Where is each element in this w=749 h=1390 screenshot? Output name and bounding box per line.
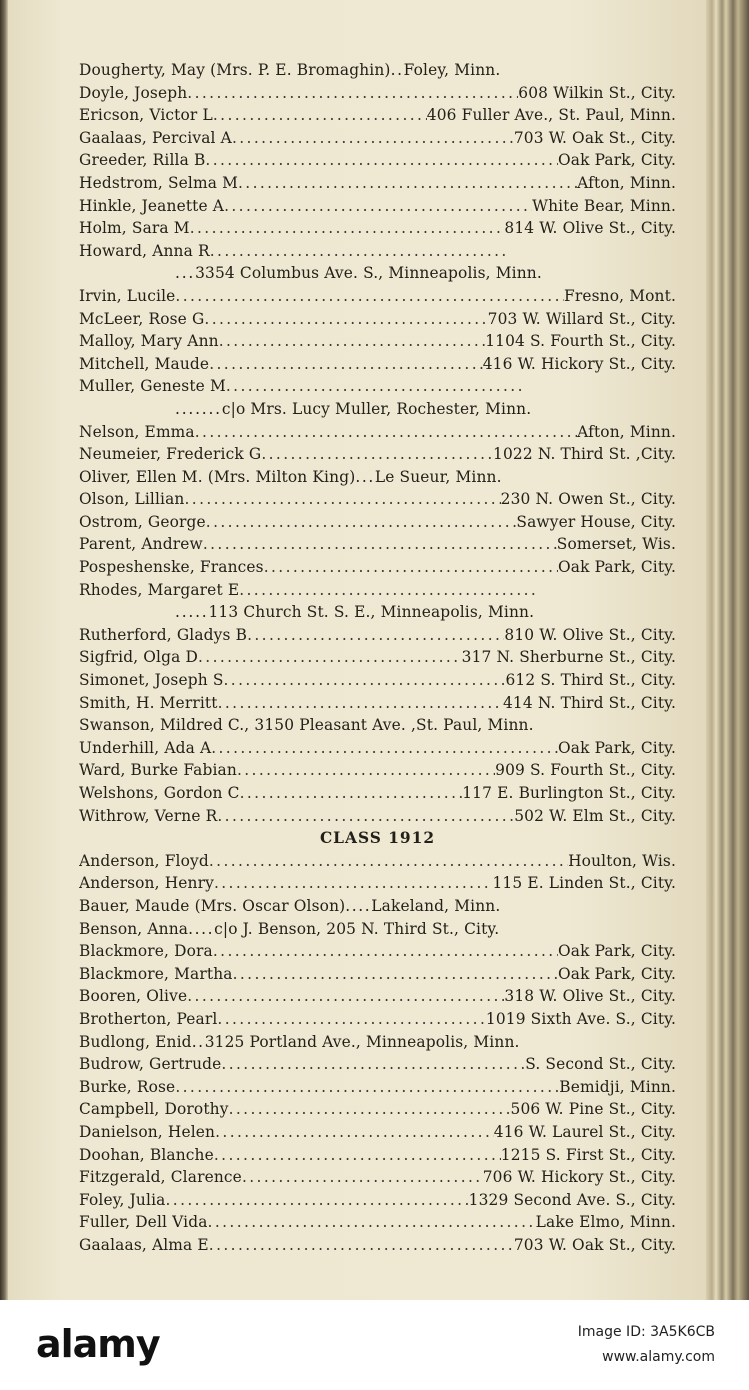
entry-name: Rutherford, Gladys B [79, 625, 248, 644]
directory-entry [79, 82, 676, 105]
directory-entry [79, 149, 676, 172]
entry-name: Pospeshenske, Frances [79, 558, 264, 577]
entry-name: Muller, Geneste M [79, 377, 226, 396]
directory-entry [79, 601, 676, 624]
entry-address: Lake Elmo, Minn. [535, 1213, 676, 1232]
leader-dots [217, 805, 514, 828]
entry-name: Anderson, Henry [79, 874, 214, 893]
leader-dots [224, 195, 532, 218]
leader-dots [261, 443, 493, 466]
directory-entry [79, 330, 676, 353]
directory-entry [79, 895, 676, 918]
leader-dots: ... [175, 264, 196, 283]
entry-address: 612 S. Third St., City. [505, 671, 676, 690]
entry-address: Oak Park, City. [558, 964, 676, 983]
entry-name: Oliver, Ellen M. (Mrs. Milton King) [79, 467, 356, 486]
entry-name: Blackmore, Martha [79, 964, 233, 983]
leader-dots [214, 1144, 501, 1167]
entry-name: Olson, Lillian [79, 490, 185, 509]
entry-name: Ostrom, George [79, 512, 206, 531]
entry-name: Doyle, Joseph [79, 83, 188, 102]
directory-entry [79, 353, 676, 376]
entry-name: Budlong, Enid [79, 1032, 192, 1051]
entry-name: Malloy, Mary Ann [79, 332, 219, 351]
directory-entry [79, 737, 676, 760]
leader-dots [214, 872, 493, 895]
entry-address: Houlton, Wis. [568, 851, 676, 870]
leader-dots [187, 985, 504, 1008]
leader-dots [175, 285, 564, 308]
book-page [8, 0, 706, 1300]
book-binding [706, 0, 749, 1300]
directory-entry [79, 1144, 676, 1167]
leader-dots: .. [390, 61, 404, 79]
entry-address: 416 W. Hickory St., City. [482, 354, 676, 373]
entry-name: Benson, Anna [79, 919, 189, 938]
directory-entry [79, 646, 676, 669]
leader-dots [185, 488, 501, 511]
class-1911-entries [79, 59, 676, 827]
entry-name: Nelson, Emma [79, 422, 195, 441]
leader-dots: ....... [175, 399, 222, 418]
leader-dots [190, 217, 505, 240]
entry-name: Bauer, Maude (Mrs. Oscar Olson) [79, 896, 346, 915]
directory-entry [79, 375, 676, 398]
entry-address: Sawyer House, City. [516, 512, 676, 531]
leader-dots [175, 1076, 559, 1099]
entry-name: Dougherty, May (Mrs. P. E. Bromaghin) [79, 61, 391, 79]
entry-name: Greeder, Rilla B [79, 151, 206, 170]
directory-entry [79, 308, 676, 331]
entry-name: Danielson, Helen [79, 1122, 216, 1141]
entry-address: 1104 S. Fourth St., City. [485, 332, 676, 351]
entry-address: 909 S. Fourth St., City. [495, 761, 676, 780]
leader-dots [211, 737, 558, 760]
entry-address: 414 N. Third St., City. [502, 693, 676, 712]
directory-entry [79, 127, 676, 150]
directory-entry [79, 217, 676, 240]
entry-address: Bemidji, Minn. [559, 1077, 676, 1096]
leader-dots [239, 579, 539, 602]
entry-address: 1022 N. Third St. ,City. [493, 445, 676, 464]
entry-name: Simonet, Joseph S [79, 671, 224, 690]
entry-address: 703 W. Willard St., City. [487, 309, 676, 328]
entry-address: 1215 S. First St., City. [500, 1145, 676, 1164]
directory-entry [79, 714, 676, 737]
leader-dots [195, 421, 577, 444]
directory-entry [79, 782, 676, 805]
directory-entry [79, 398, 676, 421]
entry-name: Budrow, Gertrude [79, 1055, 222, 1074]
entry-name: Smith, H. Merritt [79, 693, 218, 712]
leader-dots: .. [191, 1032, 205, 1051]
entry-address: c|o J. Benson, 205 N. Third St., City. [214, 919, 500, 938]
directory-entry [79, 1008, 676, 1031]
entry-address: Afton, Minn. [577, 422, 676, 441]
entry-address: Le Sueur, Minn. [374, 467, 502, 486]
entry-address: 3354 Columbus Ave. S., Minneapolis, Minn. [195, 264, 542, 283]
entry-name: Underhill, Ada A [79, 738, 212, 757]
leader-dots [229, 1098, 511, 1121]
leader-dots [187, 82, 518, 105]
leader-dots [218, 692, 503, 715]
entry-address: 1019 Sixth Ave. S., City. [485, 1009, 676, 1028]
directory-entry [79, 59, 676, 82]
directory-entry [79, 1031, 676, 1054]
leader-dots [237, 759, 495, 782]
leader-dots [204, 308, 487, 331]
entry-name: Burke, Rose [79, 1077, 176, 1096]
directory-entry [79, 195, 676, 218]
entry-address: 608 Wilkin St., City. [518, 83, 676, 102]
entry-address: 406 Fuller Ave., St. Paul, Minn. [426, 106, 676, 125]
directory-entry [79, 421, 676, 444]
leader-dots [221, 1053, 525, 1076]
leader-dots: ..... [175, 603, 209, 622]
watermark-url: www.alamy.com [602, 1349, 715, 1365]
leader-dots [209, 1234, 514, 1257]
leader-dots [242, 1166, 483, 1189]
entry-address: S. Second St., City. [525, 1055, 676, 1074]
entry-address: Oak Park, City. [558, 738, 676, 757]
leader-dots [215, 1121, 494, 1144]
entry-address: c|o Mrs. Lucy Muller, Rochester, Minn. [221, 399, 532, 418]
leader-dots [247, 624, 504, 647]
entry-name: Parent, Andrew [79, 535, 203, 554]
leader-dots [217, 1008, 485, 1031]
entry-name: Anderson, Floyd [79, 851, 209, 870]
directory-entry [79, 1166, 676, 1189]
leader-dots [209, 353, 483, 376]
directory-entry [79, 805, 676, 828]
entry-name: Doohan, Blanche [79, 1145, 214, 1164]
entry-address: 117 E. Burlington St., City. [462, 784, 676, 802]
directory-entry [79, 692, 676, 715]
entry-address: 703 W. Oak St., City. [513, 128, 676, 147]
entry-name: Gaalaas, Alma E [79, 1235, 209, 1254]
leader-dots [233, 963, 558, 986]
entry-name: Swanson, Mildred C., 3150 Pleasant Ave. ,St. Paul, Minn. [79, 716, 534, 735]
leader-dots [213, 104, 427, 127]
class-heading: CLASS 1912 [319, 829, 436, 848]
directory-entry [79, 579, 676, 602]
directory-entry [79, 533, 676, 556]
leader-dots [203, 533, 557, 556]
leader-dots [238, 172, 577, 195]
entry-name: Withrow, Verne R [79, 806, 218, 825]
directory-entry [79, 759, 676, 782]
entry-address: 706 W. Hickory St., City. [482, 1168, 676, 1187]
entry-address: 810 W. Olive St., City. [504, 625, 676, 644]
leader-dots [206, 511, 517, 534]
entry-address: 502 W. Elm St., City. [514, 806, 676, 825]
directory-entry [79, 240, 676, 263]
entry-address: Oak Park, City. [558, 151, 676, 170]
leader-dots [165, 1189, 468, 1212]
entry-name: Mitchell, Maude [79, 354, 210, 373]
entry-name: McLeer, Rose G [79, 309, 205, 328]
entry-address: 703 W. Oak St., City. [513, 1235, 676, 1254]
entry-name: Campbell, Dorothy [79, 1100, 229, 1119]
entry-address: 506 W. Pine St., City. [510, 1100, 676, 1119]
directory-entry [79, 918, 676, 941]
directory-entry [79, 511, 676, 534]
entry-address: Oak Park, City. [558, 558, 676, 577]
leader-dots [209, 850, 568, 873]
leader-dots: .... [345, 896, 372, 915]
entry-name: Fuller, Dell Vida [79, 1213, 208, 1232]
directory-entry [79, 872, 676, 895]
directory-entry [79, 624, 676, 647]
class-1912-entries [79, 850, 676, 1257]
entry-name: Neumeier, Frederick G [79, 445, 262, 464]
entry-name: Foley, Julia [79, 1190, 166, 1209]
directory-entry [79, 262, 676, 285]
leader-dots [224, 669, 506, 692]
entry-name: Booren, Olive [79, 987, 188, 1006]
leader-dots: ... [355, 467, 375, 486]
directory-listing [79, 59, 676, 1256]
directory-entry [79, 556, 676, 579]
directory-entry [79, 985, 676, 1008]
entry-name: Blackmore, Dora [79, 942, 213, 961]
image-id-text: Image ID: 3A5K6CB [577, 1324, 715, 1340]
entry-address: 814 W. Olive St., City. [504, 219, 676, 238]
directory-entry [79, 285, 676, 308]
directory-entry [79, 963, 676, 986]
entry-address: Somerset, Wis. [556, 535, 676, 554]
leader-dots [205, 149, 558, 172]
entry-name: Hedstrom, Selma M [79, 173, 239, 192]
directory-entry [79, 940, 676, 963]
leader-dots [198, 646, 462, 669]
leader-dots [232, 127, 514, 150]
entry-name: Ericson, Victor L [79, 106, 213, 125]
entry-name: Sigfrid, Olga D [79, 648, 198, 667]
directory-entry [79, 669, 676, 692]
leader-dots [219, 330, 486, 353]
leader-dots [240, 782, 463, 805]
entry-name: Fitzgerald, Clarence [79, 1168, 242, 1187]
page-edge-shadow [0, 0, 8, 1300]
directory-entry [79, 488, 676, 511]
leader-dots [210, 240, 510, 263]
directory-entry [79, 1098, 676, 1121]
entry-address: 113 Church St. S. E., Minneapolis, Minn. [208, 603, 535, 622]
entry-address: 115 E. Linden St., City. [492, 874, 676, 893]
entry-address: Oak Park, City. [558, 942, 676, 961]
directory-entry [79, 850, 676, 873]
leader-dots [264, 556, 558, 579]
leader-dots [208, 1211, 536, 1234]
entry-address: 318 W. Olive St., City. [504, 987, 676, 1006]
directory-entry [79, 1189, 676, 1212]
entry-name: Welshons, Gordon C [79, 784, 240, 802]
directory-entry [79, 1053, 676, 1076]
entry-address: Lakeland, Minn. [371, 896, 501, 915]
directory-entry [79, 104, 676, 127]
entry-name: Hinkle, Jeanette A [79, 196, 225, 215]
entry-name: Rhodes, Margaret E [79, 580, 240, 599]
directory-entry [79, 172, 676, 195]
entry-name: Ward, Burke Fabian [79, 761, 237, 780]
directory-entry [79, 443, 676, 466]
entry-address: 1329 Second Ave. S., City. [468, 1190, 676, 1209]
alamy-logo: alamy [36, 1322, 160, 1366]
entry-name: Gaalaas, Percival A [79, 128, 232, 147]
directory-entry [79, 1076, 676, 1099]
entry-address: White Bear, Minn. [532, 196, 676, 215]
directory-entry [79, 1234, 676, 1257]
entry-address: 230 N. Owen St., City. [500, 490, 676, 509]
leader-dots [213, 940, 558, 963]
entry-address: 3125 Portland Ave., Minneapolis, Minn. [204, 1032, 520, 1051]
entry-name: Holm, Sara M [79, 219, 190, 238]
directory-entry [79, 1121, 676, 1144]
entry-address: 416 W. Laurel St., City. [493, 1122, 676, 1141]
entry-name: Brotherton, Pearl [79, 1009, 218, 1028]
leader-dots: .... [188, 919, 215, 938]
directory-entry [79, 466, 676, 489]
entry-address: Fresno, Mont. [564, 286, 676, 305]
directory-entry [79, 1211, 676, 1234]
entry-address: 317 N. Sherburne St., City. [461, 648, 676, 667]
entry-name: Irvin, Lucile [79, 286, 176, 305]
entry-address: Foley, Minn. [403, 61, 501, 79]
entry-name: Howard, Anna R [79, 241, 210, 260]
entry-address: Afton, Minn. [577, 173, 676, 192]
leader-dots [226, 375, 526, 398]
